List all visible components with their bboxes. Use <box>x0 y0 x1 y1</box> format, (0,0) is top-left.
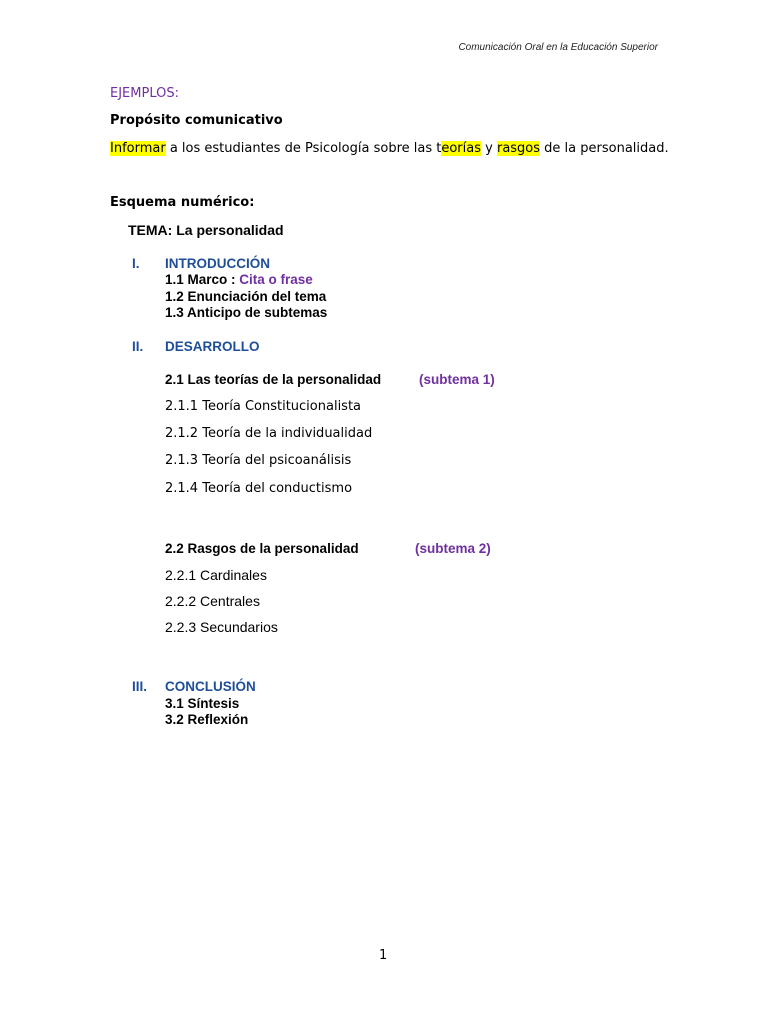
section-number-desarrollo: II. <box>132 339 144 354</box>
esquema-heading: Esquema numérico: <box>110 195 255 210</box>
section-title-desarrollo: DESARROLLO <box>165 339 260 354</box>
list-item: 2.2.2 Centrales <box>165 593 260 609</box>
subtema-1-tag: (subtema 1) <box>419 372 495 387</box>
list-item: 2.2.3 Secundarios <box>165 619 278 635</box>
proposito-part-3: de la personalidad. <box>540 141 669 156</box>
list-item: 2.1.3 Teoría del psicoanálisis <box>165 453 352 468</box>
subtema-2-title: 2.2 Rasgos de la personalidad <box>165 541 359 556</box>
highlight-teorias: eorías <box>441 141 481 156</box>
intro-item-marco <box>165 272 313 287</box>
section-title-conclusion: CONCLUSIÓN <box>165 679 256 694</box>
subtema-2-tag: (subtema 2) <box>415 541 491 556</box>
list-item: 2.2.1 Cardinales <box>165 567 267 583</box>
conclusion-item-sintesis: 3.1 Síntesis <box>165 696 240 711</box>
ejemplos-label: EJEMPLOS: <box>110 86 179 101</box>
proposito-heading: Propósito comunicativo <box>110 113 283 128</box>
tema-title: TEMA: La personalidad <box>128 222 284 238</box>
proposito-text <box>110 141 669 156</box>
section-number-conclusion: III. <box>132 679 148 694</box>
list-item: 2.1.4 Teoría del conductismo <box>165 481 353 496</box>
intro-item-anticipo: 1.3 Anticipo de subtemas <box>165 305 328 320</box>
section-title-intro: INTRODUCCIÓN <box>165 256 270 271</box>
intro-item-enunciacion: 1.2 Enunciación del tema <box>165 289 327 304</box>
highlight-informar: Informar <box>110 141 166 156</box>
marco-label: 1.1 Marco : <box>165 272 240 287</box>
proposito-part-1: a los estudiantes de Psicología sobre las t <box>165 141 442 156</box>
proposito-part-2: y <box>481 141 497 156</box>
list-item: 2.1.2 Teoría de la individualidad <box>165 426 373 441</box>
marco-value: Cita o frase <box>239 272 313 287</box>
section-number-intro: I. <box>132 256 140 271</box>
page-header: Comunicación Oral en la Educación Superior <box>458 42 658 53</box>
subtema-1-title: 2.1 Las teorías de la personalidad <box>165 372 382 387</box>
highlight-rasgos: rasgos <box>496 141 541 156</box>
conclusion-item-reflexion: 3.2 Reflexión <box>165 712 249 727</box>
page-number: 1 <box>379 948 388 963</box>
list-item: 2.1.1 Teoría Constitucionalista <box>165 399 362 414</box>
